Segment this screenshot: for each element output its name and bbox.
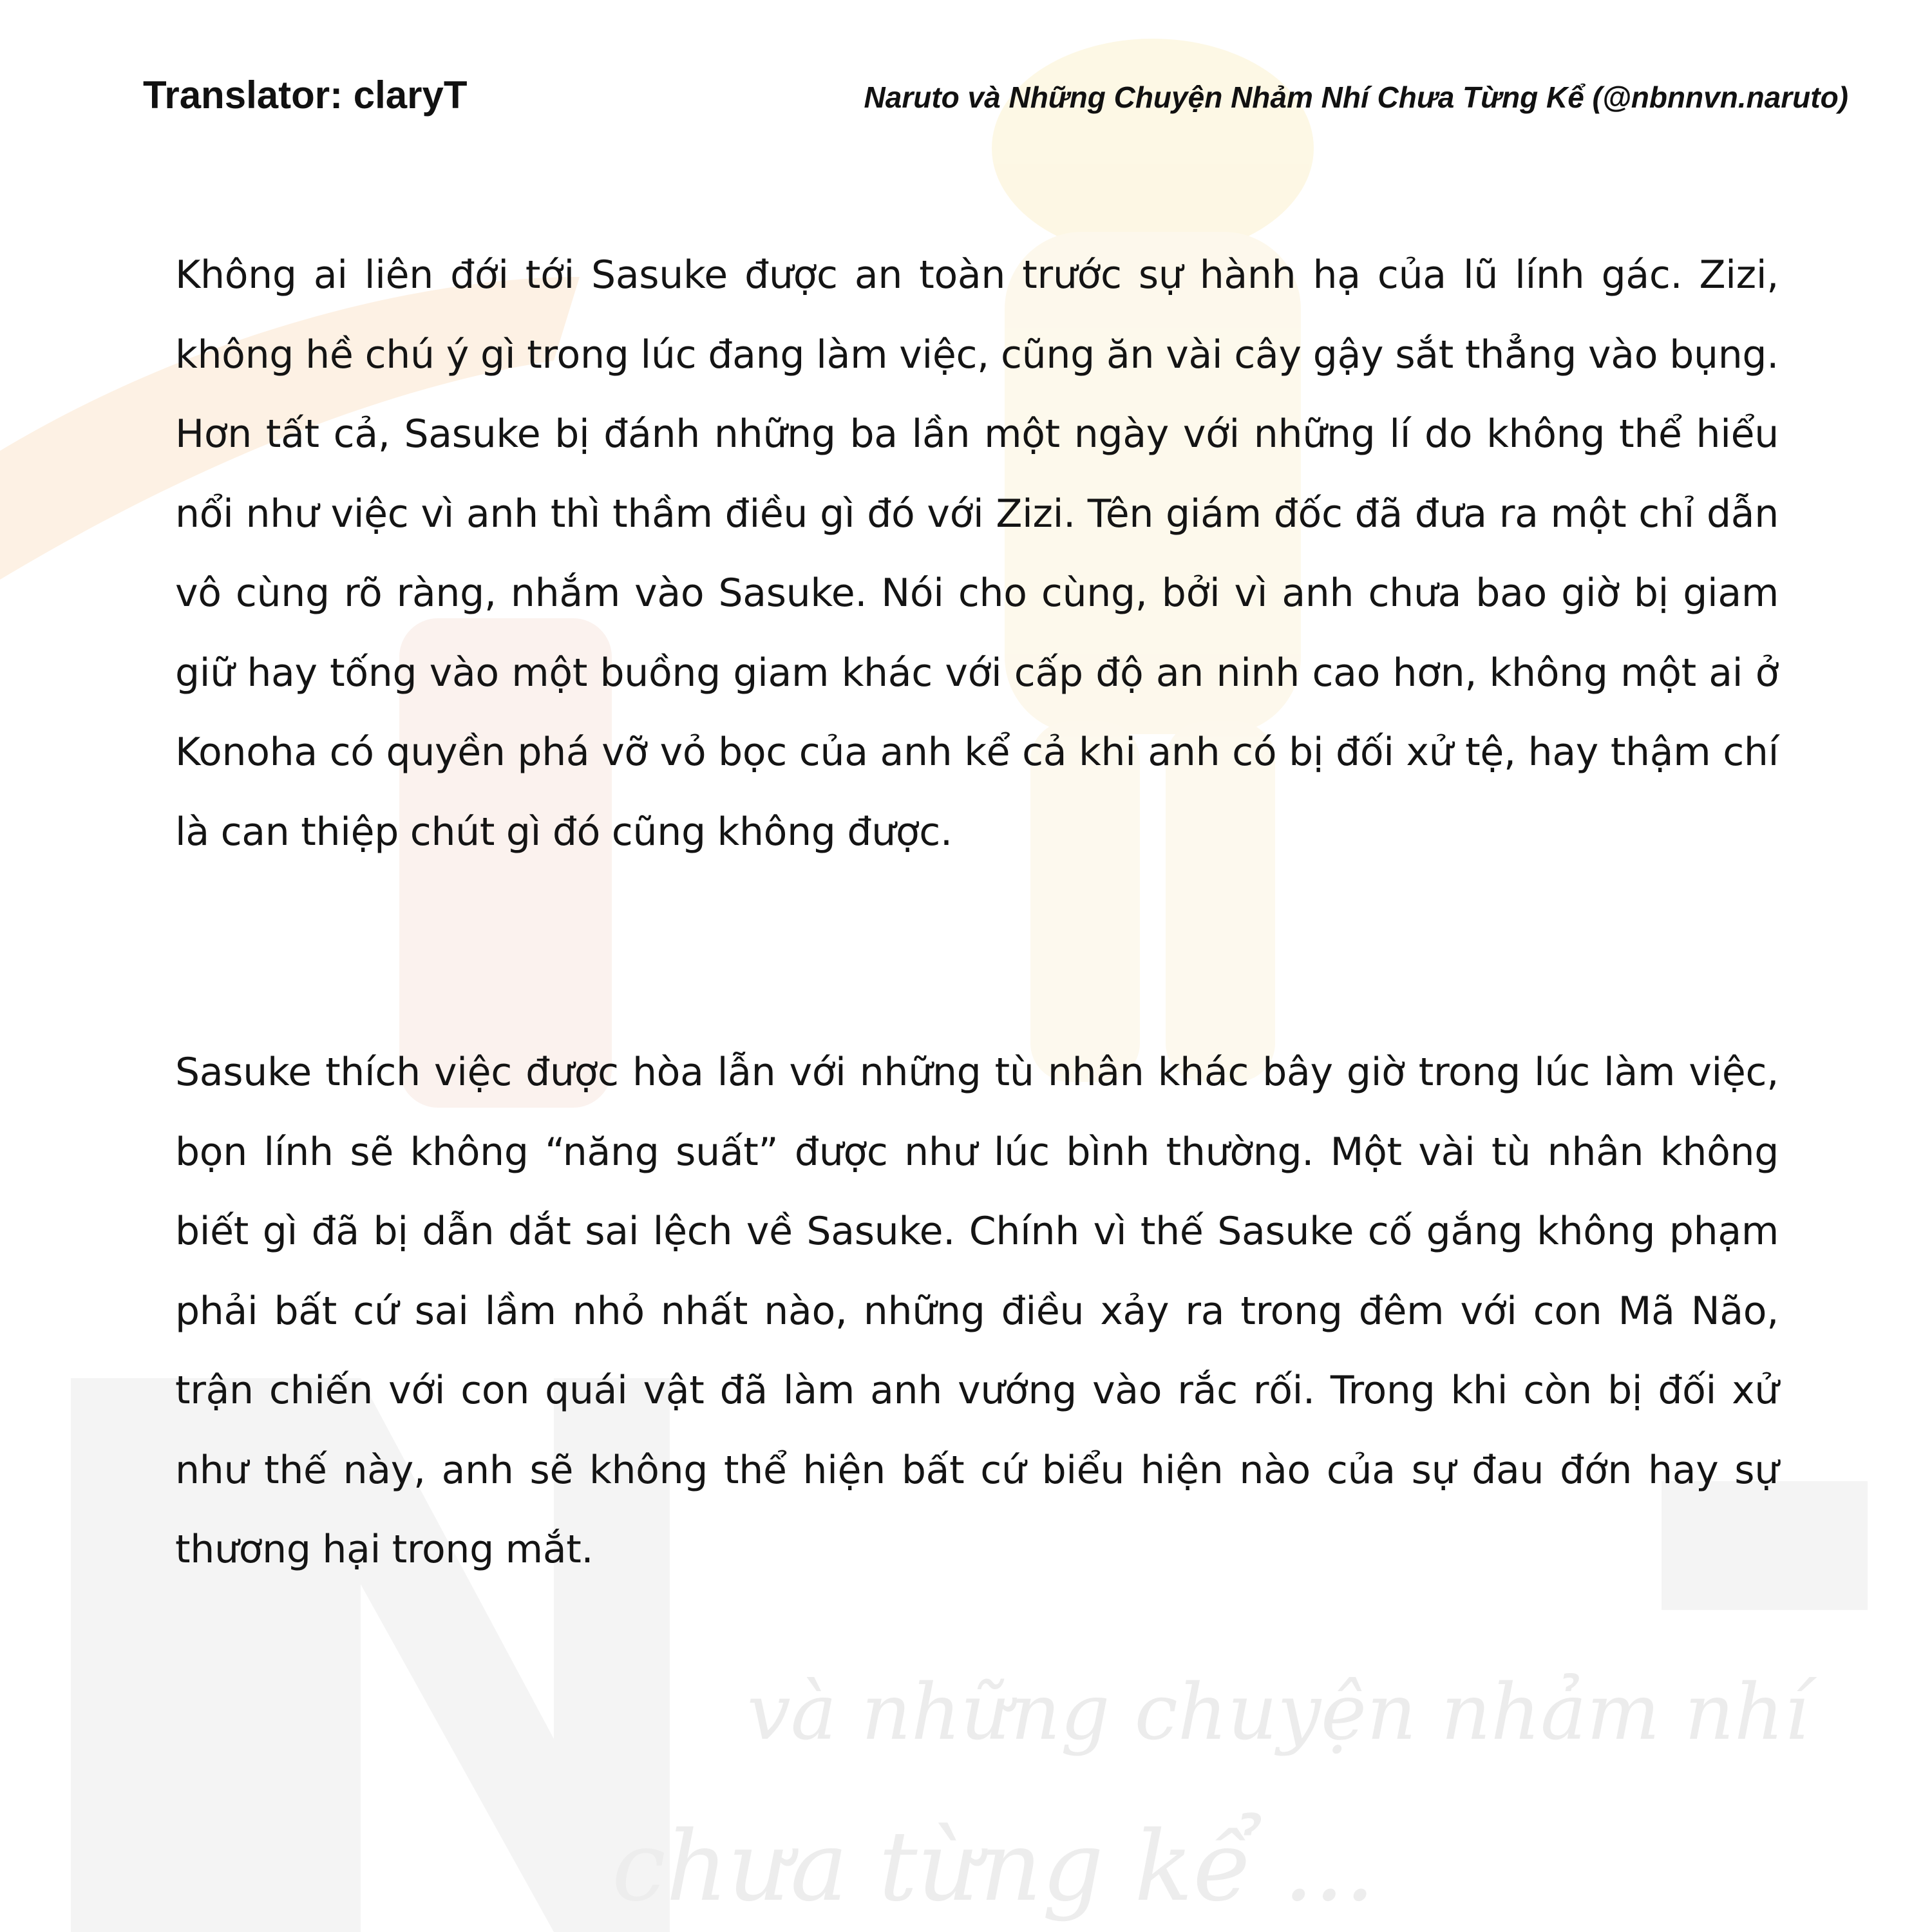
translator-credit: Translator: claryT <box>143 73 468 117</box>
source-credit: Naruto và Những Chuyện Nhảm Nhí Chưa Từng Kể (@nbnnvn.naruto) <box>864 80 1848 114</box>
watermark-script-line1: và những chuyện nhảm nhí <box>747 1668 1809 1757</box>
paragraph-1: Không ai liên đới tới Sasuke được an toàn trước sự hành hạ của lũ lính gác. Zizi, không hề chú ý gì trong lúc đang làm việc, cũng ăn vài cây gậy sắt thẳng vào bụng. Hơn tất cả, Sasuke bị đánh những ba lần một ngày với những lí do không thể hiểu nổi như việc vì anh thì thầm điều gì đó với Zizi. Tên giám đốc đã đưa ra một chỉ dẫn vô cùng rõ ràng, nhắm vào Sasuke. Nói cho cùng, bởi vì anh chưa bao giờ bị giam giữ hay tống vào một buồng giam khác với cấp độ an ninh cao hơn, không một ai ở Konoha có quyền phá vỡ vỏ bọc của anh kể cả khi anh có bị đối xử tệ, hay thậm chí là can thiệp chút gì đó cũng không được. <box>175 252 1779 855</box>
watermark-script-line2: chưa từng kể ... <box>612 1811 1376 1923</box>
paragraph-2: Sasuke thích việc được hòa lẫn với những tù nhân khác bây giờ trong lúc làm việc, bọn lính sẽ không “năng suất” được như lúc bình thường. Một vài tù nhân không biết gì đã bị dẫn dắt sai lệch về Sasuke. Chính vì thế Sasuke cố gắng không phạm phải bất cứ sai lầm nhỏ nhất nào, những điều xảy ra trong đêm với con Mã Não, trận chiến với con quái vật đã làm anh vướng vào rắc rối. Trong khi còn bị đối xử như thế này, anh sẽ không thể hiện bất cứ biểu hiện nào của sự đau đớn hay sự thương hại trong mắt. <box>175 1050 1779 1572</box>
article-body <box>175 236 1779 1590</box>
